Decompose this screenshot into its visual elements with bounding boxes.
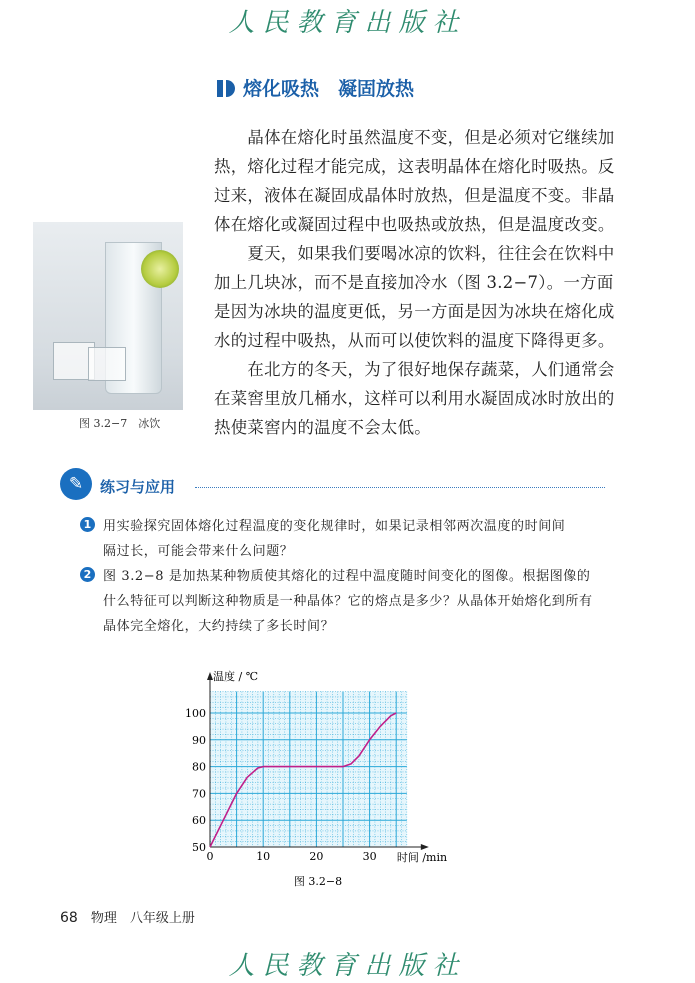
figure-caption: 图 3.2−7 冰饮 — [79, 417, 161, 430]
body-line: 加上几块冰，而不是直接加冷水（图 3.2−7）。一方面 — [214, 273, 614, 292]
question-line: 晶体完全熔化，大约持续了多长时间？ — [103, 619, 335, 634]
book-title: 物理 八年级上册 — [90, 911, 195, 926]
body-line: 体在熔化或凝固过程中也吸热或放热，但是温度改变。 — [214, 215, 615, 234]
y-tick-label: 80 — [192, 760, 206, 774]
question-line: 隔过长，可能会带来什么问题？ — [103, 544, 294, 559]
body-line: 在菜窖里放几桶水，这样可以利用水凝固成冰时放出的 — [214, 389, 615, 408]
x-tick-label: 20 — [309, 850, 324, 863]
y-tick-label: 70 — [192, 787, 206, 801]
y-tick-label: 50 — [192, 841, 206, 854]
y-axis-label: 温度 / ℃ — [213, 670, 259, 683]
plot-area — [210, 692, 407, 847]
section-marker-icon — [217, 80, 223, 97]
y-tick-label: 100 — [185, 707, 206, 720]
x-axis-label: 时间 /min — [396, 851, 448, 864]
y-tick-label: 60 — [192, 814, 206, 828]
question-line: 图 3.2−8 是加热某种物质使其熔化的过程中温度随时间变化的图像。根据图像的 — [103, 569, 591, 584]
body-line: 热，熔化过程才能完成，这表明晶体在熔化时吸热。反 — [214, 157, 615, 176]
x-tick-label: 0 — [206, 850, 214, 863]
x-tick-label: 10 — [256, 850, 271, 863]
question-line: 用实验探究固体熔化过程温度的变化规律时，如果记录相邻两次温度的时间间 — [103, 519, 566, 534]
question-line: 什么特征可以判断这种物质是一种晶体？它的熔点是多少？从晶体开始熔化到所有 — [103, 594, 593, 609]
question-number-badge: 2 — [80, 567, 95, 582]
body-line: 晶体在熔化时虽然温度不变，但是必须对它继续加 — [214, 128, 615, 147]
body-line: 热使菜窖内的温度不会太低。 — [214, 418, 431, 437]
body-line: 过来，液体在凝固成晶体时放热，但是温度不变。非晶 — [214, 186, 615, 205]
y-tick-label: 90 — [192, 733, 206, 747]
divider — [195, 487, 605, 488]
temperature-time-chart — [180, 660, 450, 890]
x-tick-label: 30 — [362, 850, 377, 863]
ice-drink-photo — [33, 222, 183, 410]
page-number: 68 — [60, 910, 78, 926]
section-title: 熔化吸热 凝固放热 — [217, 74, 414, 101]
exercise-icon: ✎ — [60, 468, 92, 500]
body-line: 夏天，如果我们要喝冰凉的饮料，往往会在饮料中 — [214, 244, 615, 263]
publisher-logo-top: 人民教育出版社 — [228, 8, 467, 38]
publisher-logo-bottom: 人民教育出版社 — [228, 951, 467, 981]
body-line: 在北方的冬天，为了很好地保存蔬菜，人们通常会 — [214, 360, 615, 379]
section-marker-icon — [226, 80, 235, 97]
x-axis-arrow — [421, 844, 429, 850]
exercise-heading: 练习与应用 — [100, 478, 176, 496]
page-footer — [60, 907, 195, 926]
body-line: 水的过程中吸热，从而可以使饮料的温度下降得更多。 — [214, 331, 615, 350]
body-line: 是因为冰块的温度更低，另一方面是因为冰块在熔化成 — [214, 302, 615, 321]
chart-caption: 图 3.2−8 — [293, 875, 343, 888]
question-number-badge: 1 — [80, 517, 95, 532]
